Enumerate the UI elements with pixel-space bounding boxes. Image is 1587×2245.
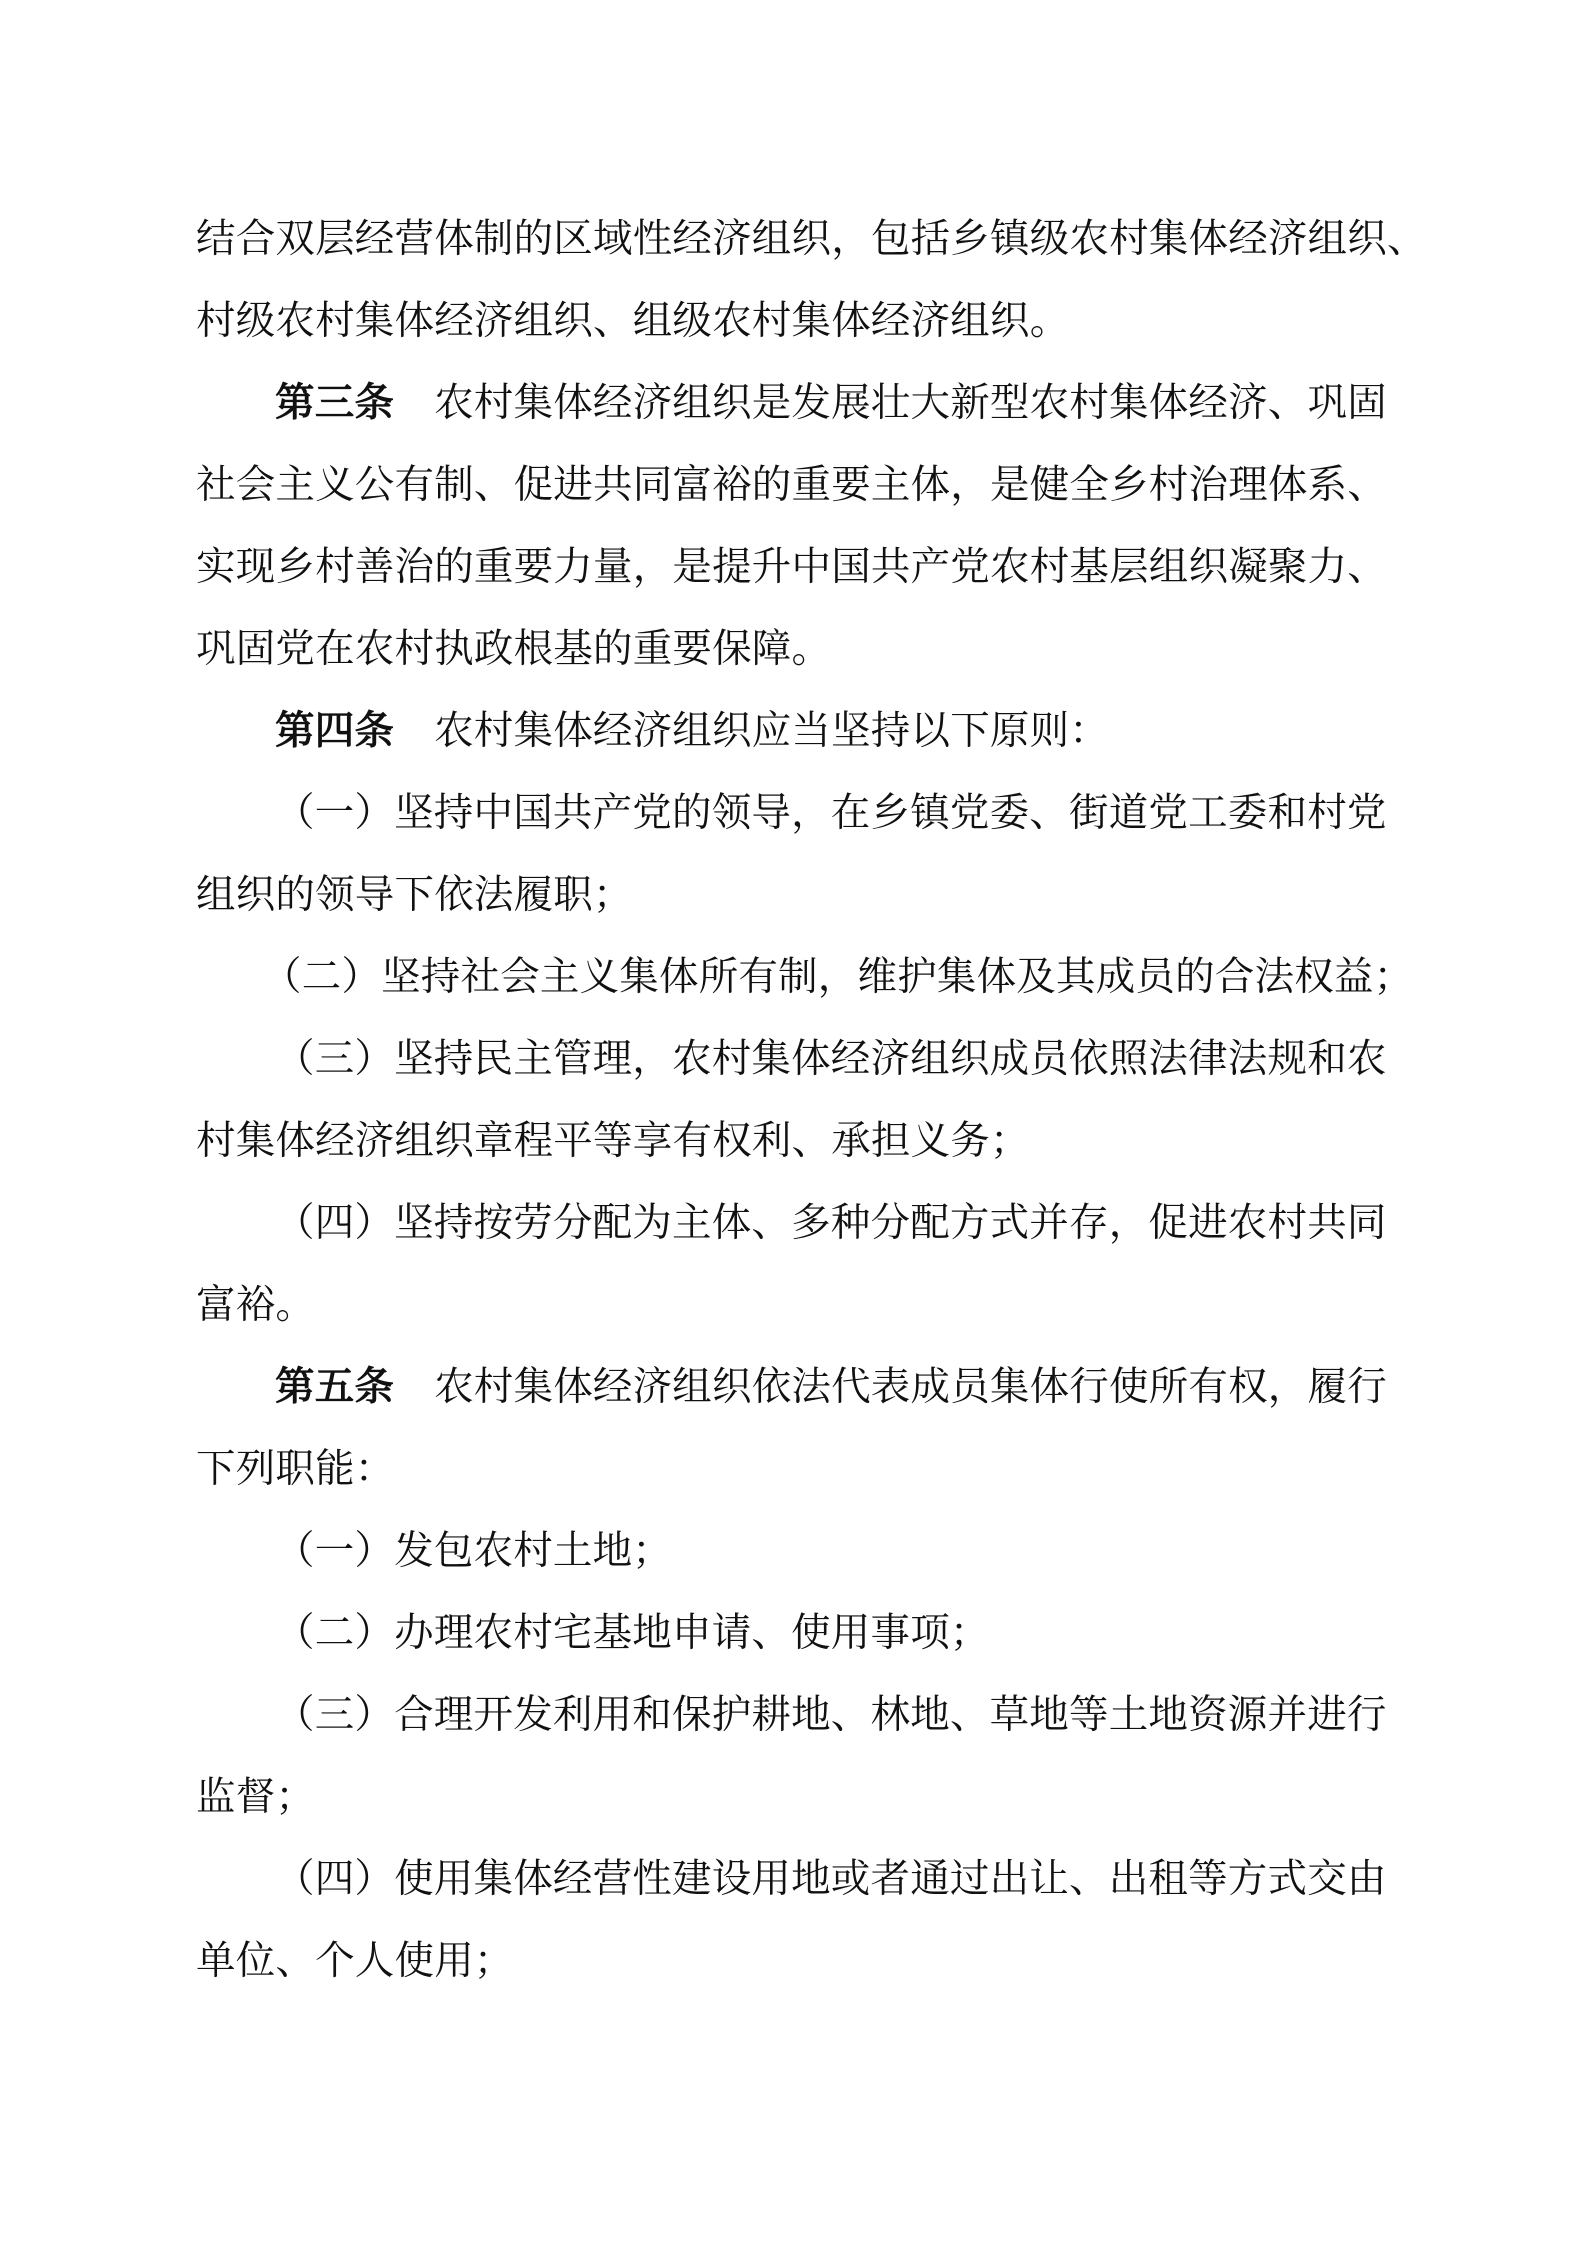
document-body xyxy=(196,198,1427,2002)
list-item-line xyxy=(196,1838,1396,1920)
line-text: 巩固党在农村执政根基的重要保障。 xyxy=(196,626,832,672)
line-text: （一）发包农村土地； xyxy=(275,1528,672,1574)
article-5-label: 第五条 xyxy=(275,1364,395,1410)
line-text: 社会主义公有制、促进共同富裕的重要主体，是健全乡村治理体系、 xyxy=(196,462,1387,508)
list-item-line xyxy=(196,772,1396,854)
line-text: 实现乡村善治的重要力量，是提升中国共产党农村基层组织凝聚力、 xyxy=(196,544,1387,590)
line-text: 组织的领导下依法履职； xyxy=(196,872,633,918)
line-text: 农村集体经济组织依法代表成员集体行使所有权，履行 xyxy=(434,1364,1387,1410)
text-line xyxy=(196,198,1427,280)
article-3-heading-line xyxy=(196,362,1396,444)
line-text: 监督； xyxy=(196,1774,316,1820)
line-text: 村级农村集体经济组织、组级农村集体经济组织。 xyxy=(196,298,1070,344)
text-line xyxy=(196,444,1396,526)
line-text: （一）坚持中国共产党的领导，在乡镇党委、街道党工委和村党 xyxy=(275,790,1387,836)
article-4-label: 第四条 xyxy=(275,708,395,754)
article-5-heading-line xyxy=(196,1346,1396,1428)
line-text: 结合双层经营体制的区域性经济组织，包括乡镇级农村集体经济组织、 xyxy=(196,216,1427,262)
line-text: 农村集体经济组织应当坚持以下原则： xyxy=(434,708,1110,754)
line-text: （三）合理开发利用和保护耕地、林地、草地等土地资源并进行 xyxy=(275,1692,1387,1738)
list-item-line xyxy=(196,936,1414,1018)
text-line xyxy=(196,1428,1396,1510)
text-line xyxy=(196,1100,1396,1182)
line-text: 单位、个人使用； xyxy=(196,1938,514,1984)
line-text: （四）坚持按劳分配为主体、多种分配方式并存，促进农村共同 xyxy=(275,1200,1387,1246)
text-line xyxy=(196,608,1396,690)
text-line xyxy=(196,854,1396,936)
article-3-label: 第三条 xyxy=(275,380,395,426)
list-item-line xyxy=(196,1592,1396,1674)
line-text: （三）坚持民主管理，农村集体经济组织成员依照法律法规和农 xyxy=(275,1036,1387,1082)
text-line xyxy=(196,526,1396,608)
text-line xyxy=(196,1920,1396,2002)
line-text: 下列职能： xyxy=(196,1446,395,1492)
text-line xyxy=(196,1264,1396,1346)
article-4-heading-line xyxy=(196,690,1396,772)
list-item-line xyxy=(196,1674,1396,1756)
line-text: 富裕。 xyxy=(196,1282,316,1328)
line-text: 农村集体经济组织是发展壮大新型农村集体经济、巩固 xyxy=(434,380,1387,426)
line-text: （二）办理农村宅基地申请、使用事项； xyxy=(275,1610,990,1656)
line-text: 村集体经济组织章程平等享有权利、承担义务； xyxy=(196,1118,1030,1164)
text-line xyxy=(196,1756,1396,1838)
line-text: （二）坚持社会主义集体所有制，维护集体及其成员的合法权益； xyxy=(262,954,1414,1000)
list-item-line xyxy=(196,1018,1396,1100)
line-text: （四）使用集体经营性建设用地或者通过出让、出租等方式交由 xyxy=(275,1856,1387,1902)
list-item-line xyxy=(196,1510,1396,1592)
text-line xyxy=(196,280,1396,362)
list-item-line xyxy=(196,1182,1396,1264)
